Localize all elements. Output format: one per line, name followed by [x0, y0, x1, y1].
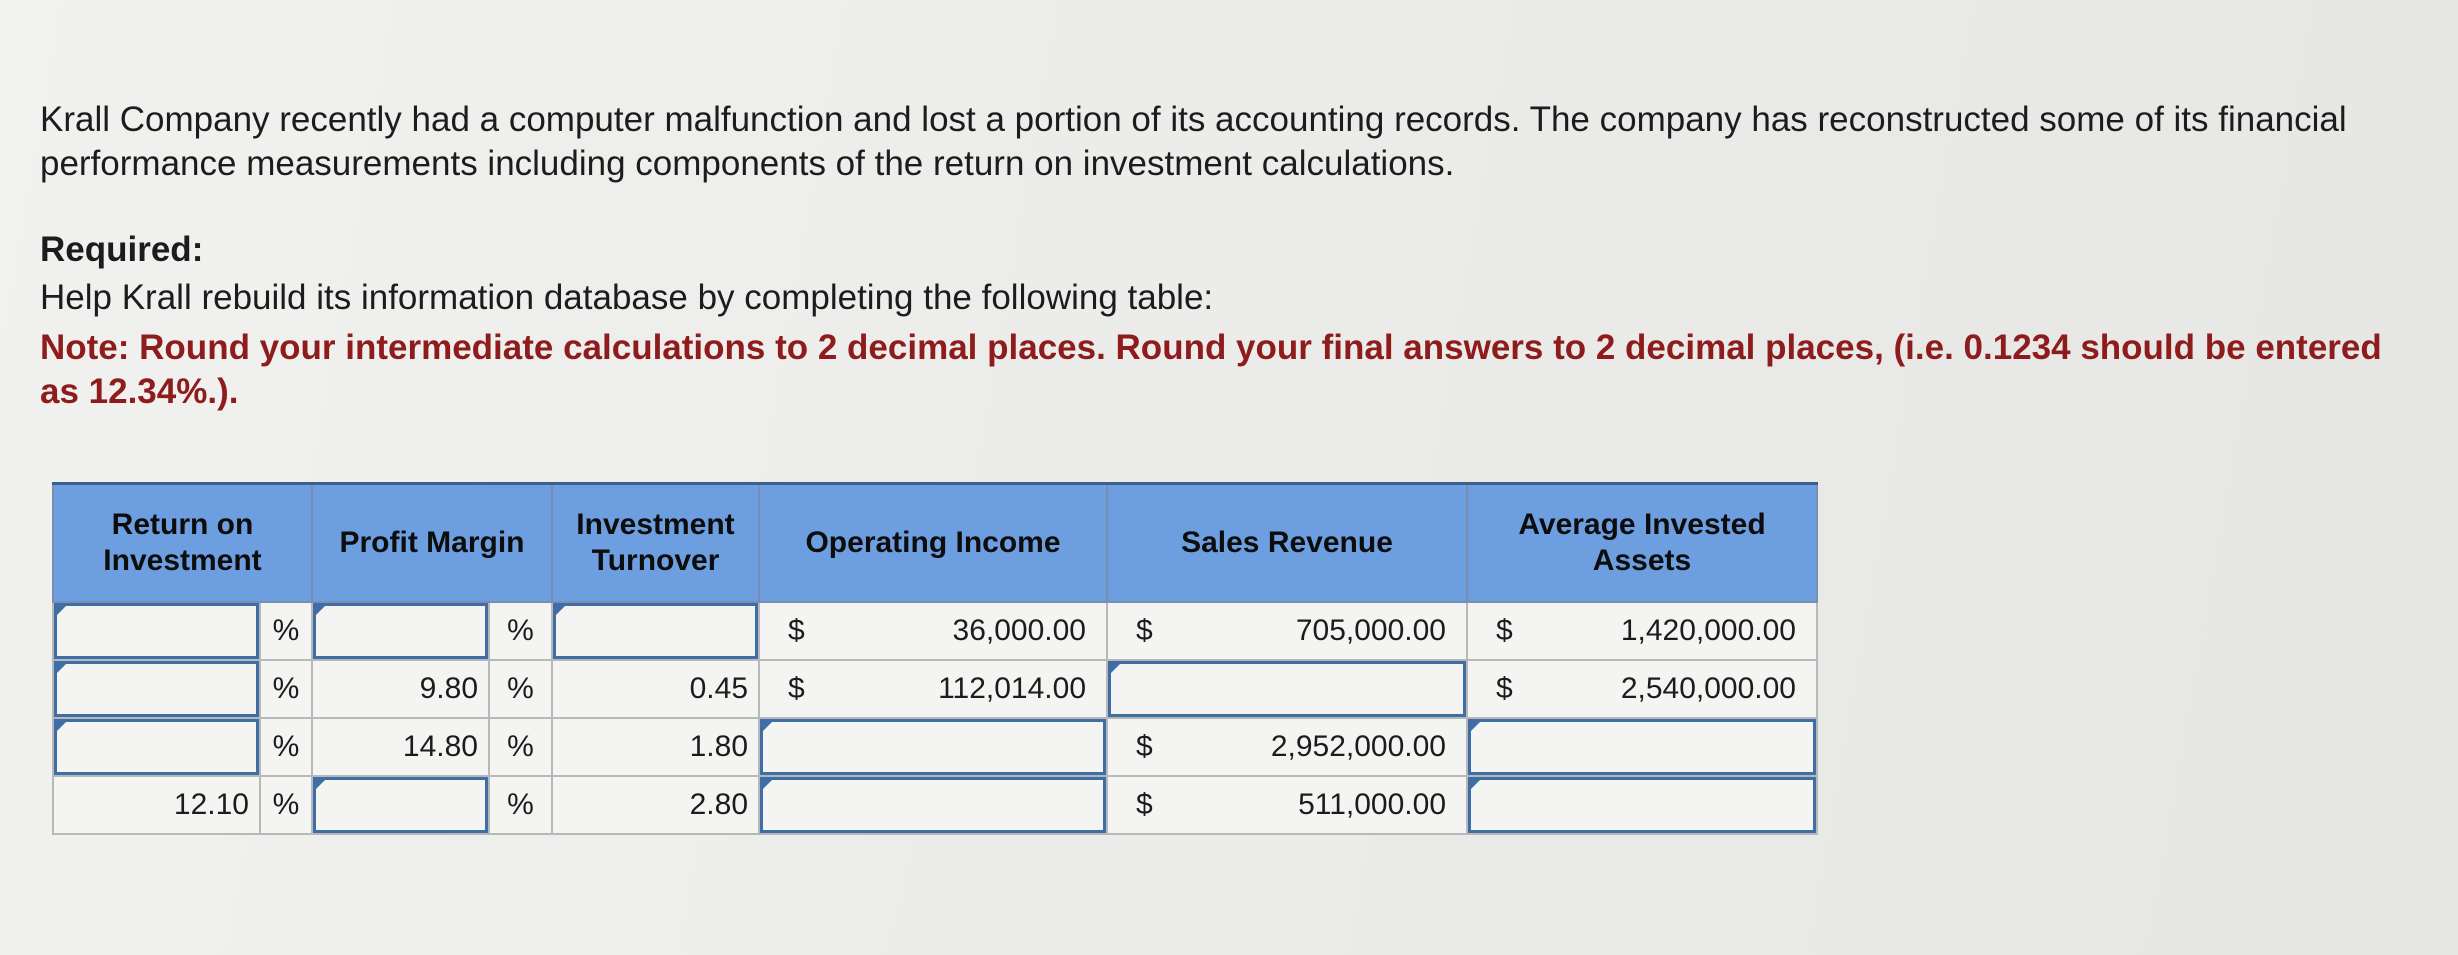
- operating-income-value: 112,014.00: [938, 672, 1086, 705]
- required-text: Help Krall rebuild its information database by completing the following table:: [40, 278, 1214, 317]
- table-row: [53, 776, 1817, 834]
- sales-revenue-value: 705,000.00: [1295, 614, 1446, 647]
- operating-income-value: 36,000.00: [952, 614, 1086, 647]
- percent-sign: %: [260, 660, 312, 718]
- intro-text: Krall Company recently had a computer malfunction and lost a portion of its accounting records. The company has reconstructed some of its financial performance measurements including components of the return on investment calculations.: [40, 100, 2347, 183]
- operating-income-cell: [759, 660, 1107, 718]
- profit-margin-input[interactable]: [312, 602, 489, 660]
- sales-revenue-cell: [1107, 776, 1467, 834]
- dollar-sign: $: [1496, 614, 1513, 647]
- percent-sign: %: [489, 602, 552, 660]
- percent-sign: %: [260, 776, 312, 834]
- header-average-invested-assets: Average Invested Assets: [1467, 484, 1817, 603]
- investment-turnover-value: 1.80: [552, 718, 759, 776]
- operating-income-cell: [759, 602, 1107, 660]
- sales-revenue-value: 511,000.00: [1298, 788, 1446, 821]
- profit-margin-input[interactable]: [312, 776, 489, 834]
- dollar-sign: $: [1136, 788, 1153, 821]
- sales-revenue-value: 2,952,000.00: [1270, 730, 1446, 763]
- problem-intro: [40, 98, 2420, 186]
- rounding-note: Note: Round your intermediate calculations to 2 decimal places. Round your final answers to 2 decimal places, (i.e. 0.1234 should be entered as 12.34%.).: [40, 328, 2382, 411]
- header-operating-income: Operating Income: [759, 484, 1107, 603]
- header-investment-turnover: Investment Turnover: [552, 484, 759, 603]
- header-row: [53, 484, 1817, 603]
- percent-sign: %: [489, 718, 552, 776]
- profit-margin-value: 9.80: [312, 660, 489, 718]
- dollar-sign: $: [788, 672, 805, 705]
- percent-sign: %: [489, 776, 552, 834]
- average-invested-assets-value: 1,420,000.00: [1620, 614, 1796, 647]
- roi-input[interactable]: [53, 718, 260, 776]
- profit-margin-value: 14.80: [312, 718, 489, 776]
- sales-revenue-cell: [1107, 602, 1467, 660]
- investment-turnover-input[interactable]: [552, 602, 759, 660]
- roi-input[interactable]: [53, 602, 260, 660]
- dollar-sign: $: [1496, 672, 1513, 705]
- dollar-sign: $: [1136, 614, 1153, 647]
- roi-input[interactable]: [53, 660, 260, 718]
- header-profit-margin: Profit Margin: [312, 484, 552, 603]
- header-roi: Return on Investment: [53, 484, 312, 603]
- operating-income-input[interactable]: [759, 718, 1107, 776]
- roi-value: 12.10: [53, 776, 260, 834]
- sales-revenue-input[interactable]: [1107, 660, 1467, 718]
- table-row: [53, 718, 1817, 776]
- percent-sign: %: [489, 660, 552, 718]
- table-row: [53, 660, 1817, 718]
- dollar-sign: $: [788, 614, 805, 647]
- percent-sign: %: [260, 718, 312, 776]
- average-invested-assets-input[interactable]: [1467, 718, 1817, 776]
- average-invested-assets-cell: [1467, 660, 1817, 718]
- operating-income-input[interactable]: [759, 776, 1107, 834]
- average-invested-assets-cell: [1467, 602, 1817, 660]
- investment-turnover-value: 2.80: [552, 776, 759, 834]
- table-row: [53, 602, 1817, 660]
- roi-table: [52, 482, 1818, 835]
- average-invested-assets-input[interactable]: [1467, 776, 1817, 834]
- dollar-sign: $: [1136, 730, 1153, 763]
- required-heading: Required:: [40, 230, 204, 269]
- header-sales-revenue: Sales Revenue: [1107, 484, 1467, 603]
- sales-revenue-cell: [1107, 718, 1467, 776]
- investment-turnover-value: 0.45: [552, 660, 759, 718]
- percent-sign: %: [260, 602, 312, 660]
- average-invested-assets-value: 2,540,000.00: [1620, 672, 1796, 705]
